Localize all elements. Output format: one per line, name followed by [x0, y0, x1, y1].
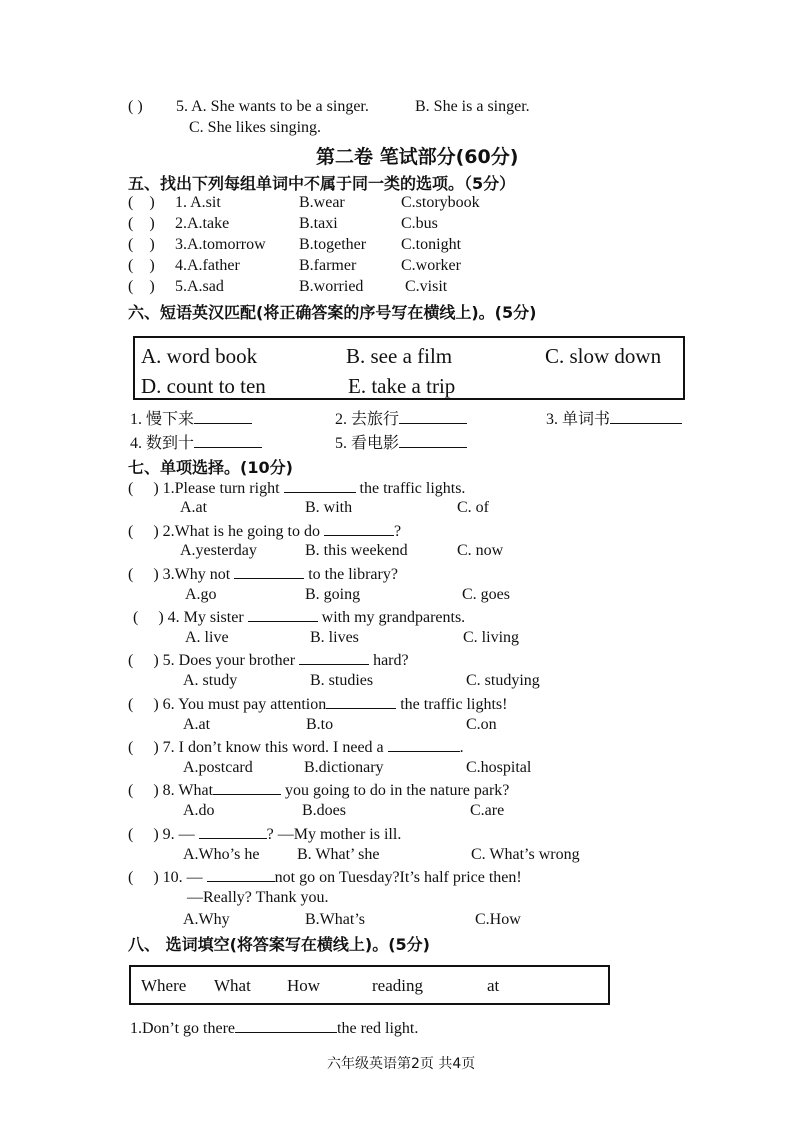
fill-question-1: [130, 1018, 418, 1038]
option-a: 1. A.sit: [175, 194, 221, 211]
page-footer: 六年级英语第2页 共4页: [327, 1056, 476, 1072]
option-a: A. live: [185, 629, 229, 646]
match-item-5: [335, 430, 467, 453]
question-stem: 4. My sister: [167, 609, 244, 626]
question-stem-end: not go on Tuesday?It’s half price then!: [274, 869, 522, 886]
word-box: [129, 965, 610, 1005]
question-2: ( ) 2.What is he going to do ?: [128, 523, 402, 540]
question-10: ( ) 10. — not go on Tuesday?It’s half price then!: [128, 869, 522, 886]
match-item-label: 1. 慢下来: [130, 411, 195, 428]
question-stem: 6. You must pay attention: [162, 696, 327, 713]
option-c: C. goes: [462, 586, 510, 603]
answer-blank[interactable]: [207, 867, 275, 882]
option-a: 4.A.father: [175, 257, 240, 274]
option-a: A.Why: [183, 911, 230, 928]
option-a: A.at: [180, 499, 208, 516]
dialogue-reply: —Really? Thank you.: [187, 889, 329, 906]
question-stem-end: ?: [393, 523, 402, 540]
question-stem: 7. I don’t know this word. I need a: [162, 739, 384, 756]
question-stem: 5. Does your brother: [162, 652, 296, 669]
word-at: at: [487, 976, 500, 995]
option-b: B. with: [305, 499, 353, 516]
option-c: C.worker: [401, 257, 461, 274]
option-c: C.hospital: [466, 759, 532, 776]
question-stem-end: to the library?: [308, 566, 398, 583]
answer-blank[interactable]: [284, 478, 356, 493]
option-a: A.yesterday: [180, 542, 257, 559]
question-8: ( ) 8. What you going to do in the nature park?: [128, 782, 510, 799]
question-stem: 10. —: [162, 869, 203, 886]
answer-blank[interactable]: [213, 780, 281, 795]
phrase-d: D. count to ten: [141, 374, 266, 398]
answer-blank[interactable]: [248, 607, 318, 622]
option-c: C.tonight: [401, 236, 462, 253]
question-stem-end: the red light.: [337, 1020, 419, 1037]
phrase-a: A. word book: [141, 344, 258, 368]
answer-blank[interactable]: [324, 521, 394, 536]
option-b: B. this weekend: [305, 542, 408, 559]
part2-title: 第二卷 笔试部分(60分): [316, 146, 519, 168]
option-a: A.go: [185, 586, 217, 603]
match-item-label: 3. 单词书: [546, 411, 611, 428]
answer-blank[interactable]: [388, 737, 460, 752]
prev-q5-stem: 5. A. She wants to be a singer.: [176, 98, 369, 115]
answer-bracket: ( ): [128, 194, 155, 211]
option-a: A.at: [183, 716, 211, 733]
word-reading: reading: [372, 976, 423, 995]
option-a: 5.A.sad: [175, 278, 224, 295]
word-what: What: [214, 976, 251, 995]
option-b: B. lives: [310, 629, 359, 646]
question-1: ( ) 1.Please turn right the traffic lights.: [128, 480, 466, 497]
match-item-2: [335, 406, 467, 429]
option-c: C. What’s wrong: [471, 846, 580, 863]
answer-blank[interactable]: [235, 1018, 337, 1033]
answer-blank[interactable]: [399, 433, 467, 448]
answer-blank[interactable]: [399, 409, 467, 424]
match-item-4: [130, 430, 262, 453]
answer-bracket: ( ): [128, 236, 155, 253]
match-item-label: 2. 去旅行: [335, 411, 400, 428]
option-b: B.What’s: [305, 911, 365, 928]
question-stem: 3.Why not: [162, 566, 231, 583]
question-stem-end: ? —My mother is ill.: [266, 826, 402, 843]
option-a: 3.A.tomorrow: [175, 236, 266, 253]
question-5: ( ) 5. Does your brother hard?: [128, 652, 409, 669]
question-stem-end: .: [459, 739, 464, 756]
question-6: ( ) 6. You must pay attention the traffic lights!: [128, 696, 508, 713]
option-c: C.on: [466, 716, 497, 733]
option-a: A.Who’s he: [183, 846, 260, 863]
option-b: B. going: [305, 586, 361, 603]
question-stem-end: with my grandparents.: [321, 609, 466, 626]
question-stem-end: the traffic lights!: [400, 696, 508, 713]
question-stem: 9. —: [162, 826, 195, 843]
option-b: B. What’ she: [297, 846, 380, 863]
match-item-label: 4. 数到十: [130, 435, 195, 452]
option-c: C.How: [475, 911, 521, 928]
option-c: C.are: [470, 802, 505, 819]
option-c: C. of: [457, 499, 489, 516]
question-stem: 8. What: [162, 782, 214, 799]
option-c: C. studying: [466, 672, 540, 689]
phrase-c: C. slow down: [545, 344, 662, 368]
phrase-box: [133, 336, 685, 400]
prev-q5-option-c: C. She likes singing.: [189, 119, 322, 136]
phrase-b: B. see a film: [346, 344, 453, 368]
question-9: ( ) 9. — ? —My mother is ill.: [128, 826, 402, 843]
answer-blank[interactable]: [326, 694, 396, 709]
option-c: C. living: [463, 629, 520, 646]
option-b: B.taxi: [299, 215, 338, 232]
match-item-3: [546, 406, 682, 429]
option-a: A. study: [183, 672, 238, 689]
question-3: ( ) 3.Why not to the library?: [128, 566, 398, 583]
prev-q5-option-b: B. She is a singer.: [415, 98, 530, 115]
question-stem: 1.Don’t go there: [130, 1020, 236, 1037]
question-7: ( ) 7. I don’t know this word. I need a .: [128, 739, 464, 756]
option-c: C.visit: [405, 278, 448, 295]
answer-bracket: ( ): [128, 215, 155, 232]
section5-heading: 五、找出下列每组单词中不属于同一类的选项。（5分）: [128, 174, 516, 193]
answer-blank[interactable]: [199, 824, 267, 839]
phrase-e: E. take a trip: [348, 374, 456, 398]
option-b: B.farmer: [299, 257, 357, 274]
question-4: ( ) 4. My sister with my grandparents.: [133, 609, 466, 626]
answer-blank[interactable]: [610, 409, 682, 424]
option-b: B. studies: [310, 672, 374, 689]
option-b: B.worried: [299, 278, 364, 295]
answer-bracket: ( ): [128, 278, 155, 295]
answer-blank[interactable]: [234, 564, 304, 579]
question-stem-end: hard?: [373, 652, 409, 669]
question-stem-end: you going to do in the nature park?: [285, 782, 510, 799]
prev-q5-bracket: ( ): [128, 98, 143, 115]
match-item-1: [130, 406, 252, 429]
question-stem: 2.What is he going to do: [162, 523, 320, 540]
option-c: C.storybook: [401, 194, 480, 211]
option-c: C.bus: [401, 215, 438, 232]
match-item-label: 5. 看电影: [335, 435, 400, 452]
section6-heading: 六、短语英汉匹配(将正确答案的序号写在横线上)。(5分): [128, 303, 537, 322]
answer-blank[interactable]: [299, 650, 369, 665]
option-c: C. now: [457, 542, 504, 559]
answer-blank[interactable]: [194, 409, 252, 424]
option-a: A.do: [183, 802, 215, 819]
answer-bracket: ( ): [128, 257, 155, 274]
answer-blank[interactable]: [194, 433, 262, 448]
question-stem: 1.Please turn right: [162, 480, 280, 497]
option-b: B.to: [306, 716, 334, 733]
option-b: B.wear: [299, 194, 345, 211]
word-where: Where: [141, 976, 187, 995]
section7-heading: 七、单项选择。(10分): [128, 458, 293, 477]
section8-heading: 八、 选词填空(将答案写在横线上)。(5分): [128, 935, 430, 954]
option-b: B.does: [302, 802, 346, 819]
option-b: B.together: [299, 236, 367, 253]
word-how: How: [287, 976, 321, 995]
option-a: 2.A.take: [175, 215, 230, 232]
question-stem-end: the traffic lights.: [359, 480, 466, 497]
option-a: A.postcard: [183, 759, 253, 776]
option-b: B.dictionary: [304, 759, 384, 776]
